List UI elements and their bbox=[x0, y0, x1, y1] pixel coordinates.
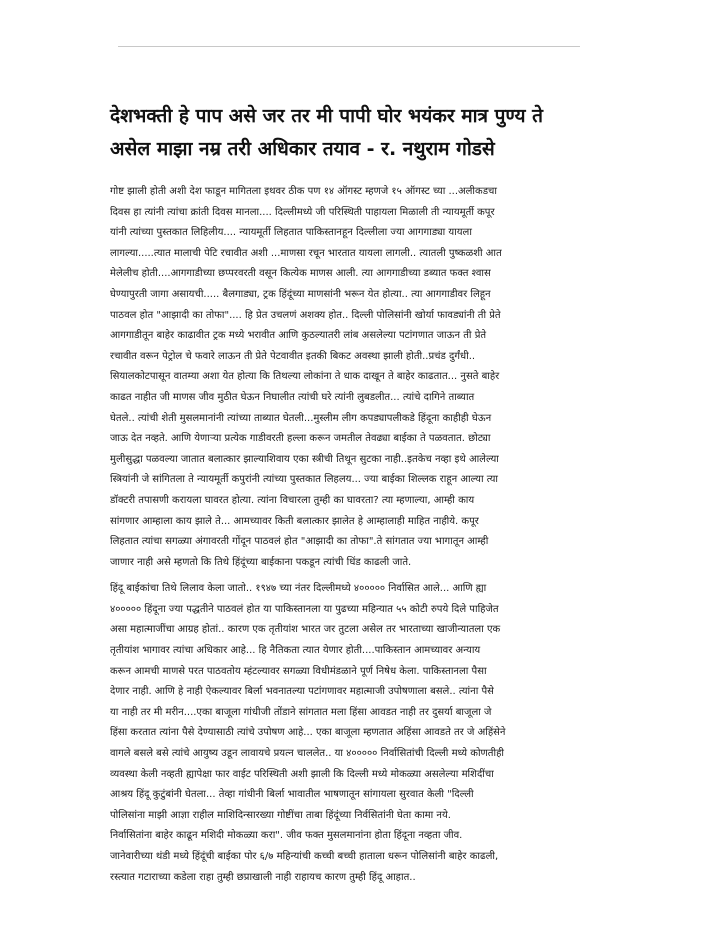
text-line: यांनी त्यांच्या पुस्तकात लिहिलीय.... न्यायमूर्ती लिहतात पाकिस्तानहून दिल्लीला ज्या आगगाड्या यायला bbox=[110, 227, 472, 239]
text-line: आगगाडीतून बाहेर काढावीत ट्रक मध्ये भरावीत आणि कुठल्यातरी लांब असलेल्या पटांगणात जाऊन ती प्रेते bbox=[110, 330, 487, 342]
text-line: सियालकोटपासून वातम्या अशा येत होत्या कि तिथल्या लोकांना ते धाक दाखून ते बाहेर काढतात... नुसते बाहेर bbox=[110, 371, 500, 383]
page-title bbox=[110, 100, 585, 166]
text-line: निर्वासितांना बाहेर काढून मशिदी मोकळ्या करा". जीव फक्त मुसलमानांना होता हिंदूना नव्हता जीव. bbox=[110, 830, 463, 842]
text-line: गोष्ट झाली होती अशी देश फाडून मागितला इथवर ठीक पण १४ ऑगस्ट म्हणजे १५ ऑगस्ट च्या ...अलीकडचा bbox=[110, 186, 497, 197]
text-line: व्यवस्था केली नव्हती ह्यापेक्षा फार वाईट परिस्थिती अशी झाली कि दिल्ली मध्ये मोकळ्या असलेल्या मशिदींचा bbox=[110, 768, 494, 780]
title-line: असेल माझा नम्र तरी अधिकार तयाव - र. नथुराम गोडसे bbox=[110, 138, 495, 160]
text-line: मुलीसुद्धा पळवल्या जातात बलात्कार झाल्याशिवाय एका स्त्रीची तिथून सुटका नाही..इतकेच नव्हा इथे आलेल्या bbox=[110, 453, 499, 465]
document-page bbox=[110, 0, 580, 943]
paragraph bbox=[110, 182, 580, 573]
text-line: रस्त्यात गटाराच्या कडेला राहा तुम्ही छप्राखाली नाही राहायच कारण तुम्ही हिंदू आहात.. bbox=[110, 871, 416, 883]
text-line: हिंदू बाईकांचा तिथे लिलाव केला जातो.. १९४७ च्या नंतर दिल्लीमध्ये ४००००० निर्वासित आले... आणि ह्या bbox=[110, 583, 487, 595]
text-line: लागल्या.....त्यात मालाची पेटि रचावीत अशी ...माणसा रचून भारतात यायला लागली.. त्यातली पुष्कळशी आत bbox=[110, 247, 502, 259]
text-line: मेलेलीच होती....आगगाडीच्या छप्परवरती वसून कित्येक माणस आली. त्या आगगाडीच्या डब्यात फक्त श्वास bbox=[110, 268, 491, 280]
text-line: या नाही तर मी मरीन....एका बाजूला गांधीजी तोंडाने सांगतात मला हिंसा आवडत नाही तर दुसर्या बाजूला जे bbox=[110, 706, 492, 718]
text-line: ४००००० हिंदूना ज्या पद्धतीने पाठवलं होत या पाकिस्तानला या पुढच्या महिन्यात ५५ कोटी रुपये दिले पाहिजेत bbox=[110, 603, 499, 615]
text-line: हिंसा करतात त्यांना पैसे देण्यासाठी त्यांचे उपोषण आहे... एका बाजूला म्हणतात अहिंसा आवडते तर जे अहिंसेने bbox=[110, 727, 506, 739]
text-line: पोलिसांना माझी आज्ञा राहील माशिदिन्सारख्या गोष्टींचा ताबा हिंदूंच्या निर्वसितांनी घेता कामा नये. bbox=[110, 809, 451, 821]
text-line: दिवस हा त्यांनी त्यांचा क्रांती दिवस मानला.... दिल्लीमध्ये जी परिस्थिती पाहायला मिळाली ती न्यायमूर्ती कपूर bbox=[110, 206, 495, 218]
text-line: तृतीयांश भागावर त्यांचा अधिकार आहे... हि नैतिकता त्यात येणार होती....पाकिस्तान आमच्यावर अन्याय bbox=[110, 645, 481, 657]
text-line: जाऊ देत नव्हते. आणि येणाऱ्या प्रत्येक गाडीवरती हल्ला करून जमतील तेवढ्या बाईका ते पळवतात. छोट्या bbox=[110, 433, 491, 445]
paragraph bbox=[110, 579, 580, 888]
text-line: देणार नाही. आणि हे नाही ऐकल्यावर बिर्ला भवनातल्या पटांगणावर महात्माजी उपोषणाला बसले.. त्यांना पैसे bbox=[110, 686, 494, 698]
text-line: घेण्यापुरती जागा असायची..... बैलगाड्या, ट्रक हिंदूंच्या माणसांनी भरून येत होत्या.. त्या आगगाडीवर लिहून bbox=[110, 288, 491, 300]
text-line: आश्रय हिंदू कुटुंबांनी घेतला... तेव्हा गांधीनी बिर्ला भावातील भाषणातून सांगायला सुरवात केली "दिल्ली bbox=[110, 789, 474, 801]
text-line: जानेवारीच्या थंडी मध्ये हिंदूंची बाईका पोर ६/७ महिन्यांची कच्ची बच्ची हाताला धरून पोलिसांनी बाहेर काढली, bbox=[110, 851, 499, 862]
text-line: रचावीत वरून पेट्रोल चे फवारे लाऊन ती प्रेते पेटवावीत इतकी बिकट अवस्था झाली होती..प्रचंड दुर्गंधी.. bbox=[110, 350, 476, 362]
header-rule bbox=[118, 46, 580, 47]
text-line: स्त्रियांनी जे सांगितला ते न्यायमूर्ती कपुरांनी त्यांच्या पुस्तकात लिहलय... ज्या बाईका शिल्लक राहून आल्या त्या bbox=[110, 474, 499, 486]
text-line: जाणार नाही असे म्हणतो कि तिथे हिंदूंच्या बाईकाना पकडून त्यांची धिंड काढली जाते. bbox=[110, 556, 412, 568]
text-line: डॉक्टरी तपासणी करायला घावरत होत्या. त्यांना विचारला तुम्ही का घावरता? त्या म्हणाल्या, आम्ही काय bbox=[110, 494, 475, 506]
text-line: घेतले.. त्यांची शेती मुसलमानांनी त्यांच्या ताब्यात घेतली...मुस्लीम लीग कपड्यापलीकडे हिंदूना काहीही घेऊन bbox=[110, 412, 492, 424]
text-line: वागले बसले बसे त्यांचे आयुष्य उडून लावायचे प्रयत्न चाललेत.. या ४००००० निर्वासितांची दिल्ली मध्ये कोणतीही bbox=[110, 748, 504, 760]
text-line: करून आमची माणसे परत पाठवतोय म्हंटल्यावर सगळ्या विधीमंडळाने पूर्ण निषेध केला. पाकिस्तानला पैसा bbox=[110, 665, 487, 677]
text-line: सांगणार आम्हाला काय झाले ते... आमच्यावर किती बलात्कार झालेत हे आम्हालाही माहित नाहीये. कपूर bbox=[110, 515, 479, 527]
article-body bbox=[110, 182, 580, 894]
text-line: पाठवल होत "आझादी का तोफा".... हि प्रेत उचलणं अशक्य होत.. दिल्ली पोलिसांनी खोर्या फावड्यांनी ती प्रेते bbox=[110, 309, 501, 321]
text-line: लिहतात त्यांचा सगळ्या अंगावरती गोंदून पाठवलं होत "आझादी का तोफा".ते सांगतात ज्या भागातून आम्ही bbox=[110, 536, 489, 548]
text-line: काढत नाहीत जी माणस जीव मुठीत घेऊन निघालीत त्यांची घरे त्यांनी लुबडलीत... त्यांचे दागिने ताब्यात bbox=[110, 391, 475, 403]
title-line: देशभक्ती हे पाप असे जर तर मी पापी घोर भयंकर मात्र पुण्य ते bbox=[110, 105, 543, 127]
text-line: असा महात्माजींचा आग्रह होतां.. कारण एक तृतीयांश भारत जर तुटला असेल तर भारताच्या खाजीन्यातला एक bbox=[110, 624, 501, 636]
